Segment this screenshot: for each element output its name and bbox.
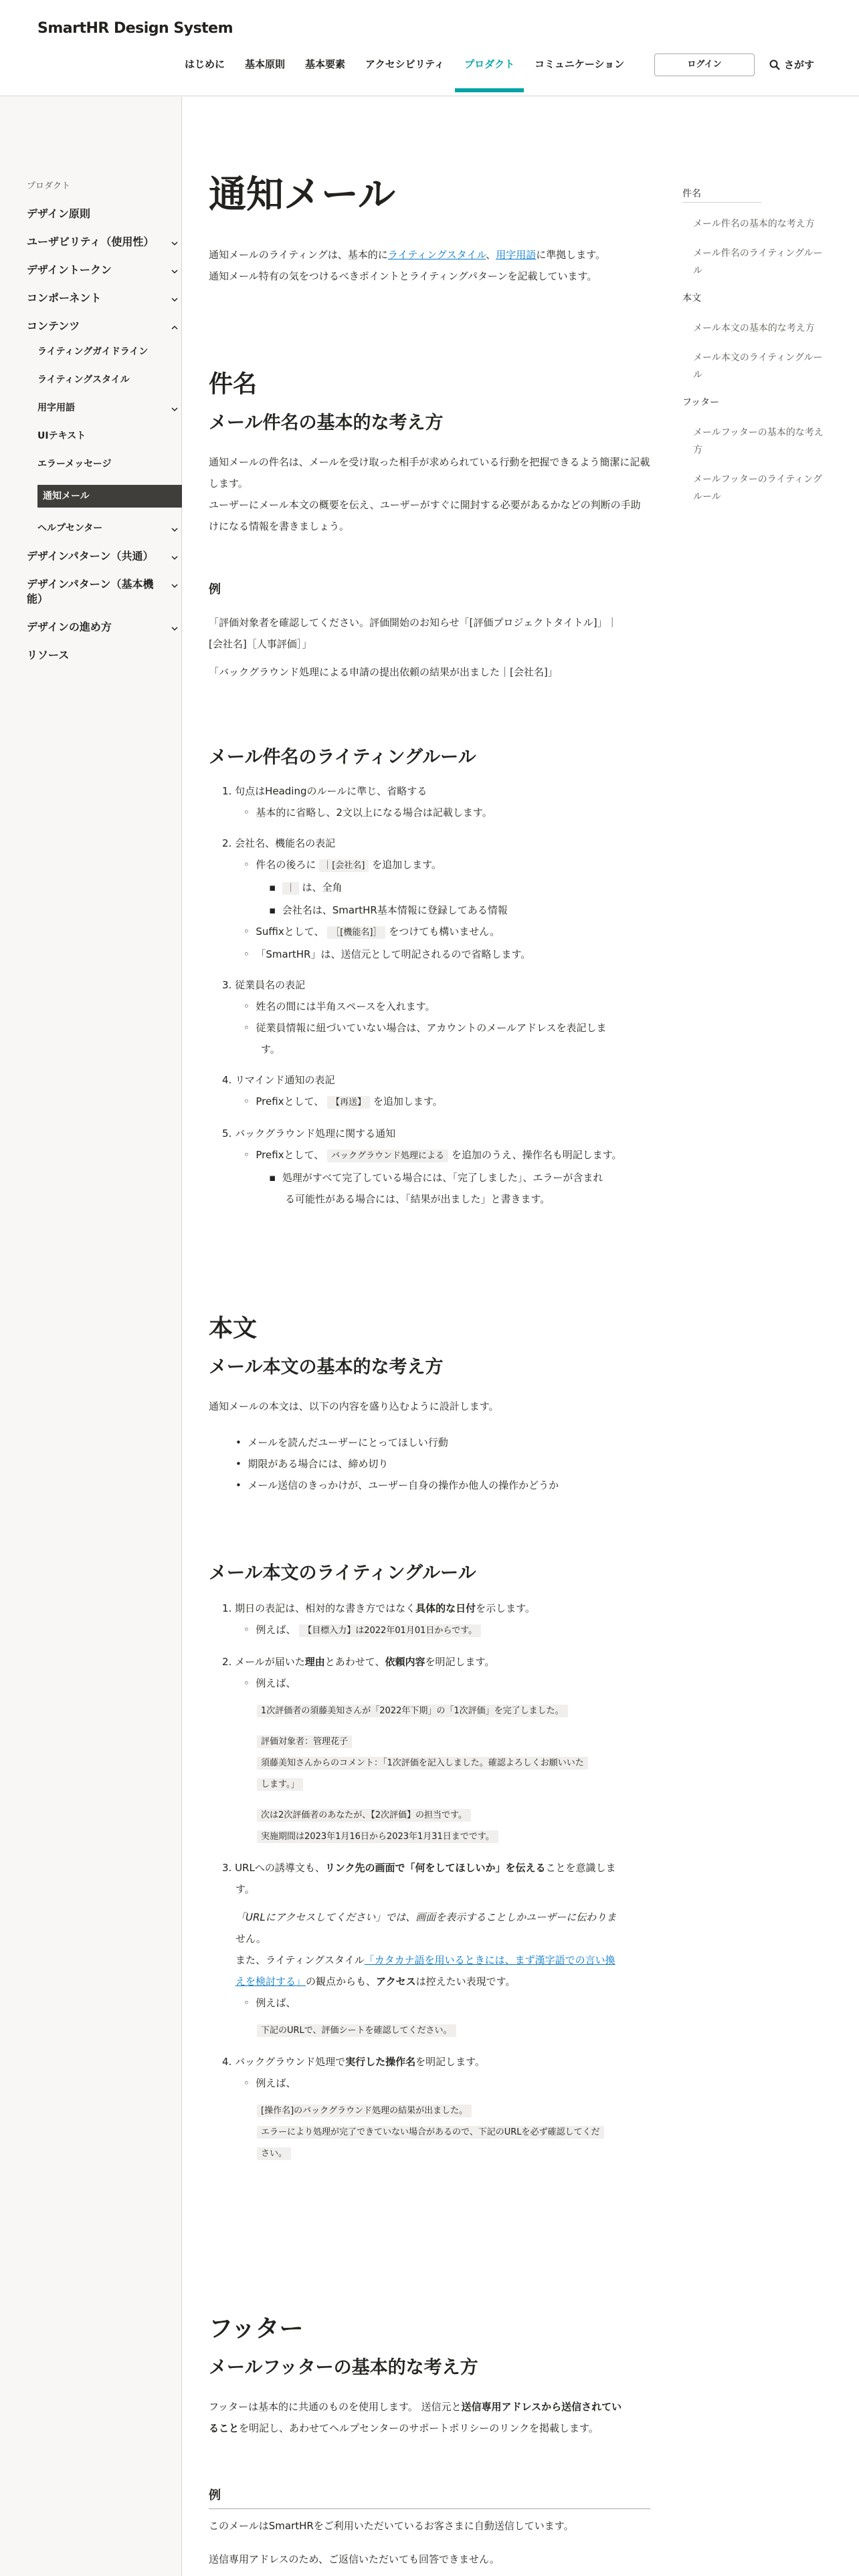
code-line: 下記のURLで、評価シートを確認してください。 — [257, 2024, 456, 2037]
rule-text: 例えば、 — [256, 1677, 296, 1689]
rule-text: Prefixとして、 — [256, 1095, 324, 1107]
example-code-block — [222, 2101, 657, 2165]
sidebar-item-contents[interactable] — [27, 319, 182, 334]
sidebar-item-writing-style[interactable]: ライティングスタイル — [37, 374, 130, 385]
nav-accessibility[interactable]: アクセシビリティ — [365, 58, 445, 70]
rule-subitem: ◦ 例えば、 — [244, 1997, 296, 2009]
search-button[interactable] — [769, 53, 814, 76]
rule-text: を明記します。 — [425, 1656, 495, 1668]
example-text: [会社名]［人事評価］」 — [209, 638, 312, 650]
toc-item[interactable]: メール本文のライティングルール — [693, 352, 823, 381]
nav-kihon-gensoku[interactable]: 基本原則 — [245, 58, 286, 70]
body-text: ユーザーにメール本文の概要を伝え、ユーザーがすぐに開封する必要があるかなどの判断の手助けになる情報を書きましょう。 — [209, 499, 641, 532]
sidebar-item-error-message[interactable]: エラーメッセージ — [37, 459, 112, 469]
sidebar-item-yoji-yogo[interactable] — [27, 401, 182, 415]
sidebar-item-label: 用字用語 — [37, 403, 75, 413]
subject-paragraph — [209, 451, 650, 537]
rule-item — [222, 1857, 657, 1900]
rule-subitem: ◦ Prefixとして、 バックグラウンド処理による を追加のうえ、操作名も明記します。 — [244, 1149, 622, 1161]
rule-text: 姓名の間には半角スペースを入れます。 — [256, 1000, 436, 1012]
code-line: 評価対象者：管理花子 — [257, 1735, 352, 1748]
rule-subitem: ◦ Suffixとして、 ［[機能名]］ をつけても構いません。 — [244, 926, 500, 938]
example-code-block — [222, 2020, 657, 2042]
bullet-item: • メールを読んだユーザーにとってほしい行動 — [235, 1436, 448, 1448]
sidebar-item-design-pattern-basic[interactable] — [27, 577, 182, 607]
rule-bold: リンク先の画面で「何をしてほしいか」を伝える — [324, 1862, 546, 1874]
nav-communication[interactable]: コミュニケーション — [535, 58, 625, 70]
link-writing-style[interactable]: ライティングスタイル — [387, 249, 486, 261]
sidebar-item-label: ヘルプセンター — [37, 523, 103, 534]
bullet-text: 期限がある場合には、締め切り — [248, 1458, 389, 1470]
sidebar-item-label: デザインの進め方 — [27, 621, 112, 633]
rule-text: 基本的に省略し、2文以上になる場合は記載します。 — [256, 807, 492, 819]
sidebar-list — [27, 207, 182, 676]
body-bold: ること — [209, 2422, 240, 2434]
body-text: 通知メールの件名は、メールを受け取った相手が求められている行動を把握できるよう簡潔に記載します。 — [209, 456, 650, 490]
body-bullet-list — [235, 1432, 677, 1496]
rule-item — [222, 1651, 657, 1673]
rule-subitem: ◦ 基本的に省略し、2文以上になる場合は記載します。 — [244, 807, 492, 819]
example-text: 「評価対象者を確認してください。評価開始のお知らせ「[評価プロジェクトタイトル]」｜ — [209, 617, 617, 629]
subject-rules-heading: メール件名のライティングルール — [209, 747, 476, 768]
rule-bold: 依頼内容 — [385, 1656, 425, 1668]
page-title: 通知メール — [209, 173, 395, 217]
rule-text: 「SmartHR」は、送信元として明記されるので省略します。 — [256, 948, 531, 960]
rule-subitem: ◦ 例えば、 — [244, 2077, 296, 2089]
rule-subitem: ◦ 例えば、 — [244, 1677, 296, 1689]
chevron-up-icon[interactable] — [171, 324, 178, 331]
code-line: します。」 — [257, 1778, 303, 1791]
sidebar-item-design-process[interactable] — [27, 620, 182, 635]
bullet-text: メール送信のきっかけが、ユーザー自身の操作か他人の操作かどうか — [248, 1479, 559, 1491]
rule-text: をつけても構いません。 — [389, 926, 500, 938]
code-line: [操作名]のバックグラウンド処理の結果が出ました。 — [257, 2105, 472, 2117]
rule-text: の観点からも、 — [306, 1975, 377, 1988]
sidebar-item-label: デザイントークン — [27, 263, 112, 276]
rule-text: を追加します。 — [373, 1095, 443, 1107]
toc-head-footer[interactable]: フッター — [682, 397, 720, 408]
rule-text: る可能性がある場合には、「結果が出ました」と書きます。 — [285, 1193, 551, 1205]
search-label: さがす — [784, 59, 815, 71]
sidebar — [0, 97, 182, 2576]
rule-item: 4. リマインド通知の表記 — [222, 1074, 335, 1086]
rule-text: せん。 — [235, 1933, 266, 1945]
rule-text: は控えたい表現です。 — [415, 1975, 516, 1988]
rule-item: 3. 従業員名の表記 — [222, 979, 306, 991]
code-line: 須藤美知さんからのコメント：「1次評価を記入しました。確認よろしくお願いいた — [257, 1757, 588, 1769]
rule-text: 例えば、 — [256, 1997, 296, 2009]
section-subject-heading: 件名 — [209, 370, 258, 398]
sidebar-item-ui-text[interactable]: UIテキスト — [37, 431, 86, 441]
rule-text: とあわせて、 — [324, 1656, 385, 1668]
rule-text: す。 — [261, 1043, 280, 1055]
rule-text: 例えば、 — [256, 1624, 296, 1636]
chevron-down-icon[interactable] — [171, 625, 178, 632]
bullet-text: メールを読んだユーザーにとってほしい行動 — [248, 1436, 448, 1448]
link-katakana-rule-cont[interactable]: えを検討する」 — [235, 1975, 306, 1988]
rule-bold: 実行した操作名 — [345, 2056, 416, 2068]
body-rules-list — [222, 1598, 657, 2165]
toc-item[interactable]: メール件名の基本的な考え方 — [693, 219, 815, 229]
chevron-down-icon[interactable] — [171, 526, 178, 533]
example-text: 送信専用アドレスのため、ご返信いただいても回答できません。 — [209, 2553, 500, 2565]
toc-head-body[interactable]: 本文 — [682, 293, 701, 304]
intro-text: 通知メール特有の気をつけるべきポイントとライティングパターンを記載しています。 — [209, 270, 597, 282]
rule-subitem: ◦ Prefixとして、 【再送】 を追加します。 — [244, 1095, 443, 1107]
rule-bold: アクセス — [376, 1975, 416, 1988]
example-divider — [209, 2508, 650, 2509]
toc-item[interactable]: メールフッターの基本的な考え方 — [693, 427, 824, 455]
subject-basic-heading: メール件名の基本的な考え方 — [209, 413, 444, 433]
inline-code: 【目標入力】は2022年01月01日からです。 — [299, 1624, 481, 1637]
bullet-item: • メール送信のきっかけが、ユーザー自身の操作か他人の操作かどうか — [235, 1479, 559, 1491]
rule-text: 従業員情報に紐づいていない場合は、アカウントのメールアドレスを表記しま — [256, 1022, 607, 1034]
rule-item: 1. 句点はHeadingのルールに準じ、省略する — [222, 785, 427, 797]
rule-text: Prefixとして、 — [256, 1149, 324, 1161]
code-line: 1次評価者の須藤美知さんが「2022年下期」の「1次評価」を完了しました。 — [257, 1705, 568, 1717]
intro-text: に準拠します。 — [536, 249, 606, 261]
sidebar-item-writing-guideline[interactable]: ライティングガイドライン — [37, 346, 149, 357]
inline-code: ｜[会社名] — [319, 859, 369, 872]
body-paragraph: 通知メールの本文は、以下の内容を盛り込むように設計します。 — [209, 1400, 499, 1412]
rule-item — [222, 1598, 657, 1619]
sidebar-item-label: デザインパターン（共通） — [27, 550, 154, 562]
example-text: 「バックグラウンド処理による申請の提出依頼の結果が出ました｜[会社名]」 — [209, 666, 558, 678]
code-line: さい。 — [257, 2147, 291, 2160]
rule-subitem: ◦ 従業員情報に紐づいていない場合は、アカウントのメールアドレスを表記しま す。 — [244, 1022, 607, 1055]
rule-text: は、全角 — [302, 881, 343, 893]
global-nav — [185, 53, 644, 75]
rule-text: 「URLにアクセスしてください」では、画面を表示することしかユーザーに伝わりま — [235, 1911, 617, 1923]
rule-subitem: ◦ 件名の後ろに ｜[会社名] を追加します。 — [244, 859, 442, 871]
site-header — [0, 0, 859, 96]
chevron-down-icon[interactable] — [171, 554, 178, 561]
rule-text: を明記します。 — [415, 2056, 485, 2068]
toc-head-subject[interactable]: 件名 — [682, 189, 701, 199]
toc-item[interactable]: メール本文の基本的な考え方 — [693, 323, 815, 334]
rule-bold: 具体的な日付 — [415, 1602, 476, 1614]
sidebar-item-components[interactable] — [27, 291, 182, 306]
rule-item: 2. 会社名、機能名の表記 — [222, 837, 336, 849]
rule-text: 件名の後ろに — [256, 859, 316, 871]
rule-subitem: ◦ 姓名の間には半角スペースを入れます。 — [244, 1000, 436, 1012]
rule-text: 2. メールが届いた — [222, 1656, 305, 1668]
rule-paragraph — [222, 1907, 657, 1992]
inline-code: ｜ — [282, 882, 299, 895]
sidebar-item-resources[interactable]: リソース — [27, 649, 70, 661]
rule-subsubitem: ▪ 処理がすべて完了している場合には、「完了しました」、エラーが含まれ る可能性がある場合には、「結果が出ました」と書きます。 — [269, 1172, 603, 1205]
rule-text: 例えば、 — [256, 2077, 296, 2089]
rule-item — [222, 2051, 657, 2072]
intro-sep: 、 — [486, 249, 496, 261]
rule-subitem: ◦ 例えば、 【目標入力】は2022年01月01日からです。 — [222, 1619, 657, 1642]
subject-rules-list — [222, 780, 664, 1210]
rule-text: 会社名は、SmartHR基本情報に登録してある情報 — [282, 904, 508, 916]
example-code-block — [222, 1701, 657, 1848]
chevron-down-icon[interactable] — [171, 296, 178, 303]
chevron-down-icon[interactable] — [171, 240, 178, 247]
body-basic-heading: メール本文の基本的な考え方 — [209, 1357, 444, 1378]
rule-text: 1. 期日の表記は、相対的な書き方ではなく — [222, 1602, 416, 1614]
sidebar-category: プロダクト — [27, 181, 71, 191]
body-text: フッターは基本的に共通のものを使用します。 送信元と — [209, 2401, 462, 2413]
rule-text: を追加します。 — [372, 859, 442, 871]
example-heading: 例 — [209, 582, 221, 597]
link-yoji-yogo[interactable]: 用字用語 — [496, 249, 537, 261]
rule-text: Suffixとして、 — [256, 926, 324, 938]
rule-subsubitem: ▪ ｜ は、全角 — [269, 881, 343, 893]
subject-example — [209, 612, 650, 683]
chevron-down-icon[interactable] — [171, 268, 178, 275]
link-katakana-rule[interactable]: 「カタカナ語を用いるときには、まず漢字語での言い換 — [364, 1954, 615, 1966]
sidebar-item-label: コンポーネント — [27, 292, 102, 304]
code-line: 次は2次評価者のあなたが、【2次評価】の担当です。 — [257, 1809, 471, 1822]
chevron-down-icon[interactable] — [171, 582, 178, 589]
login-button[interactable]: ログイン — [654, 53, 755, 76]
toc-item[interactable]: メール件名のライティングルール — [693, 248, 823, 276]
body-rules-heading: メール本文のライティングルール — [209, 1563, 476, 1584]
footer-paragraph — [209, 2396, 650, 2439]
rule-subsubitem: ▪ 会社名は、SmartHR基本情報に登録してある情報 — [269, 904, 508, 916]
nav-product[interactable]: プロダクト — [464, 53, 514, 75]
body-text: を明記し、あわせてヘルプセンターのサポートポリシーのリンクを掲載します。 — [239, 2422, 599, 2434]
rule-item: 5. バックグラウンド処理に関する通知 — [222, 1128, 396, 1140]
code-line: 実施期間は2023年1月16日から2023年1月31日までです。 — [257, 1830, 498, 1843]
rule-text: を示します。 — [476, 1602, 535, 1614]
bullet-item: • 期限がある場合には、締め切り — [235, 1458, 389, 1470]
sidebar-item-label: ユーザビリティ（使用性） — [27, 235, 155, 248]
rule-text: また、ライティングスタイル — [235, 1954, 365, 1966]
intro-text: 通知メールのライティングは、基本的に — [209, 249, 388, 261]
inline-code: ［[機能名]］ — [327, 926, 385, 939]
footer-basic-heading: メールフッターの基本的な考え方 — [209, 2357, 478, 2378]
body-bold: 送信専用アドレスから送信されてい — [461, 2401, 622, 2413]
sidebar-item-label: デザインパターン（基本機能） — [27, 578, 154, 605]
rule-subitem: ◦ 「SmartHR」は、送信元として明記されるので省略します。 — [244, 948, 531, 960]
intro-paragraph — [209, 244, 650, 287]
sidebar-contents-submenu — [27, 344, 182, 536]
search-icon — [769, 60, 780, 70]
inline-code: 【再送】 — [327, 1096, 370, 1109]
sidebar-item-label: コンテンツ — [27, 320, 80, 332]
site-logo[interactable]: SmartHR Design System — [37, 20, 233, 37]
sidebar-item-notification-mail[interactable]: 通知メール — [37, 485, 182, 508]
section-body-heading: 本文 — [209, 1315, 258, 1342]
rule-text: 3. URLへの誘導文も、 — [222, 1862, 325, 1874]
sidebar-item-design-principles[interactable]: デザイン原則 — [27, 207, 90, 220]
rule-text: す。 — [235, 1883, 255, 1895]
inline-code: バックグラウンド処理による — [327, 1150, 448, 1162]
rule-text: 4. バックグラウンド処理で — [222, 2056, 346, 2068]
rule-text: 処理がすべて完了している場合には、「完了しました」、エラーが含まれ — [282, 1172, 603, 1184]
sidebar-item-help-center[interactable] — [27, 521, 182, 536]
rule-text: ことを意識しま — [545, 1862, 616, 1874]
sidebar-item-usability[interactable] — [27, 235, 182, 249]
chevron-down-icon[interactable] — [171, 406, 178, 413]
example-text: このメールはSmartHRをご利用いただいているお客さまに自動送信しています。 — [209, 2520, 574, 2532]
rule-bold: 理由 — [304, 1656, 325, 1668]
section-footer-heading: フッター — [209, 2315, 304, 2343]
code-line: エラーにより処理が完了できていない場合があるので、下記のURLを必ず確認してくだ — [257, 2126, 604, 2139]
toc-item[interactable]: メールフッターのライティングルール — [693, 474, 822, 502]
sidebar-item-design-pattern-common[interactable] — [27, 549, 182, 564]
example-heading: 例 — [209, 2488, 221, 2502]
rule-text: を追加のうえ、操作名も明記します。 — [451, 1149, 622, 1161]
footer-example — [209, 2515, 650, 2570]
nav-kihon-yoso[interactable]: 基本要素 — [305, 58, 346, 70]
sidebar-item-design-tokens[interactable] — [27, 263, 182, 278]
nav-hajimeni[interactable]: はじめに — [185, 58, 225, 70]
table-of-contents — [682, 187, 830, 518]
